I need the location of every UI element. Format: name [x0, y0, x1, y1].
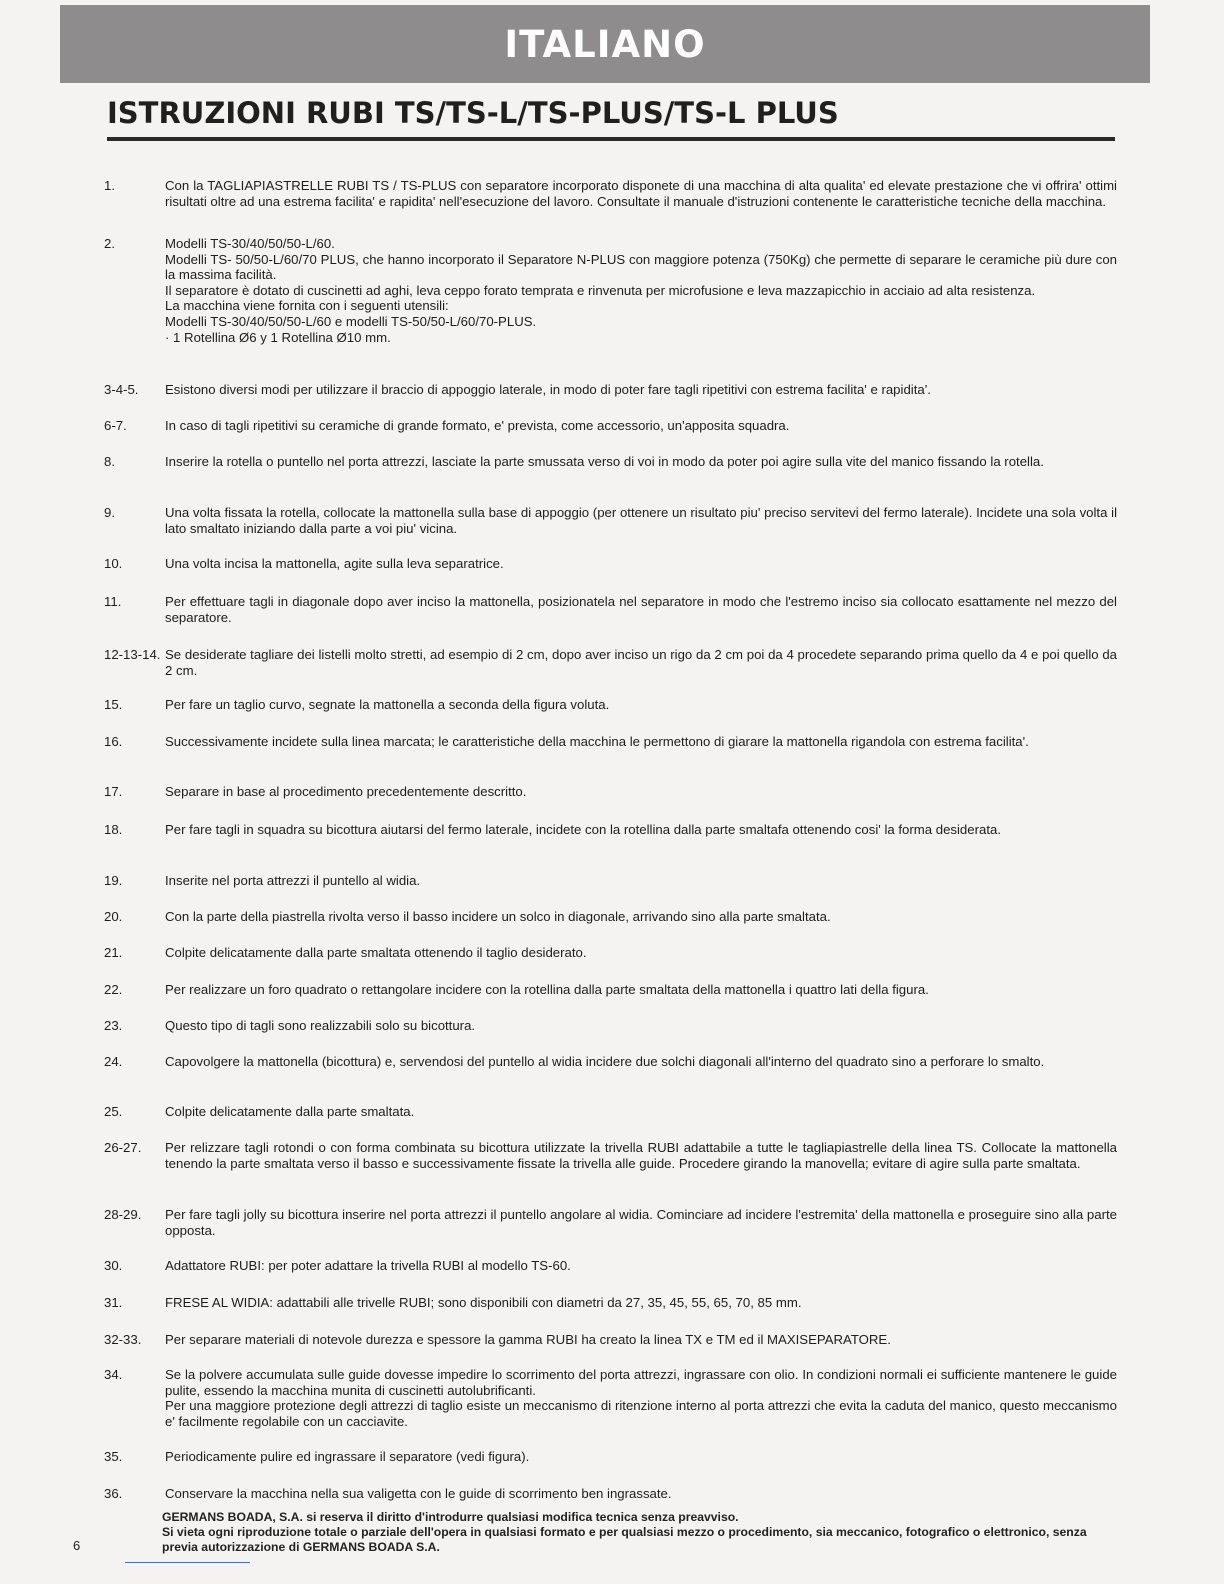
instruction-number: 9. — [104, 505, 115, 520]
instruction-number: 17. — [104, 784, 123, 799]
instruction-number: 16. — [104, 734, 123, 749]
instruction-line: Per una maggiore protezione degli attrezzi di taglio esiste un meccanismo di ritenzione interno al porta attrezzi che evita la caduta del manico, questo meccanismo e' facilmente regolabile con un cacciavite. — [165, 1398, 1117, 1429]
instruction-number: 35. — [104, 1449, 123, 1464]
instruction-line: Una volta fissata la rotella, collocate la mattonella sulla base di appoggio (per ottenere un risultato piu' preciso servitevi del fermo laterale). Incidete una sola volta il lato smaltato iniziando dalla parte a voi piu' vicina. — [165, 505, 1117, 536]
instruction-text — [165, 1449, 1117, 1465]
instruction-line: Con la parte della piastrella rivolta verso il basso incidere un solco in diagonale, arrivando sino alla parte smaltata. — [165, 909, 831, 924]
instruction-text — [165, 734, 1117, 750]
instruction-text — [165, 418, 1117, 434]
instruction-number: 26-27. — [104, 1140, 142, 1155]
instruction-line: Successivamente incidete sulla linea marcata; le caratteristiche della macchina le permettono di giarare la mattonella rigandola con estrema facilita'. — [165, 734, 1029, 749]
instruction-text — [165, 556, 1117, 572]
instruction-line: Colpite delicatamente dalla parte smaltata. — [165, 1104, 415, 1119]
instruction-number: 11. — [104, 594, 122, 609]
instruction-number: 6-7. — [104, 418, 127, 433]
instruction-text — [165, 594, 1117, 625]
language-banner — [60, 5, 1150, 83]
instruction-text — [165, 822, 1117, 838]
instruction-text — [165, 873, 1117, 889]
legal-notice-line: GERMANS BOADA, S.A. si reserva il diritto d'introdurre qualsiasi modifica tecnica senza preavviso. — [162, 1510, 739, 1524]
instruction-text — [165, 505, 1117, 536]
instruction-number: 24. — [104, 1054, 123, 1069]
instruction-number: 25. — [104, 1104, 123, 1119]
instruction-text — [165, 1054, 1117, 1070]
instruction-line: Conservare la macchina nella sua valigetta con le guide di scorrimento ben ingrassate. — [165, 1486, 672, 1501]
instruction-text — [165, 1367, 1117, 1429]
instruction-line: Separare in base al procedimento precedentemente descritto. — [165, 784, 527, 799]
instruction-line: Questo tipo di tagli sono realizzabili solo su bicottura. — [165, 1018, 476, 1033]
title-divider — [107, 137, 1115, 141]
instruction-text — [165, 178, 1117, 209]
instruction-text — [165, 1258, 1117, 1274]
instruction-line: Se la polvere accumulata sulle guide dovesse impedire lo scorrimento del porta attrezzi, ingrassare con olio. In condizioni normali ei sufficiente mantenere le guide pulite, essendo la macchina munita di cuscinetti autolubrificanti. — [165, 1367, 1117, 1398]
instruction-number: 28-29. — [104, 1207, 142, 1222]
instruction-line: Per realizzare un foro quadrato o rettangolare incidere con la rotellina dalla parte smaltata della mattonella i quattro lati della figura. — [165, 982, 929, 997]
instruction-line: Esistono diversi modi per utilizzare il braccio di appoggio laterale, in modo di poter fare tagli ripetitivi con estrema facilita' e rapidita'. — [165, 382, 931, 397]
instruction-line: Colpite delicatamente dalla parte smaltata ottenendo il taglio desiderato. — [165, 945, 587, 960]
footer-rule — [125, 1562, 250, 1563]
instruction-line: · 1 Rotellina Ø6 y 1 Rotellina Ø10 mm. — [165, 329, 391, 345]
page-title: ISTRUZIONI RUBI TS/TS-L/TS-PLUS/TS-L PLUS — [107, 96, 839, 130]
instruction-line: Adattatore RUBI: per poter adattare la trivella RUBI al modello TS-60. — [165, 1258, 571, 1273]
legal-notice-line: Si vieta ogni riproduzione totale o parziale dell'opera in qualsiasi formato e per qualsiasi mezzo o procedimento, sia meccanico, fotografico o elettronico, senza previa autorizzazione di GERMANS BOADA S.A. — [162, 1525, 1087, 1554]
instruction-line: Inserite nel porta attrezzi il puntello al widia. — [165, 873, 421, 888]
instruction-text — [165, 1332, 1117, 1348]
instruction-text — [165, 454, 1117, 470]
instruction-line: Per fare un taglio curvo, segnate la mattonella a seconda della figura voluta. — [165, 697, 610, 712]
instruction-number: 8. — [104, 454, 115, 469]
instruction-number: 22. — [104, 982, 123, 997]
instruction-text — [165, 1140, 1117, 1171]
instruction-line: FRESE AL WIDIA: adattabili alle trivelle RUBI; sono disponibili con diametri da 27, 35, 45, 55, 65, 70, 85 mm. — [165, 1295, 802, 1310]
instruction-text — [165, 382, 1117, 398]
instruction-line: Per fare tagli jolly su bicottura inserire nel porta attrezzi il puntello angolare al widia. Cominciare ad incidere l'estremita' della mattonella e proseguire sino alla parte opposta. — [165, 1207, 1117, 1238]
instruction-text — [165, 1295, 1117, 1311]
instruction-line: In caso di tagli ripetitivi su ceramiche di grande formato, e' prevista, come accessorio, un'apposita squadra. — [165, 418, 790, 433]
instruction-number: 21. — [104, 945, 123, 960]
instruction-number: 31. — [104, 1295, 123, 1310]
instruction-text — [165, 1207, 1117, 1238]
instruction-line: La macchina viene fornita con i seguenti utensili: — [165, 298, 449, 314]
instruction-number: 19. — [104, 873, 123, 888]
instruction-number: 2. — [104, 236, 115, 251]
instruction-number: 32-33. — [104, 1332, 142, 1347]
instruction-number: 12-13-14. — [104, 647, 161, 662]
instruction-line: Capovolgere la mattonella (bicottura) e, servendosi del puntello al widia incidere due solchi diagonali all'interno del quadrato sino a perforare lo smalto. — [165, 1054, 1045, 1069]
instruction-line: Modelli TS-30/40/50/50-L/60. — [165, 236, 335, 251]
instruction-text — [165, 1018, 1117, 1034]
instruction-number: 34. — [104, 1367, 123, 1382]
instruction-number: 1. — [104, 178, 115, 193]
instruction-number: 30. — [104, 1258, 123, 1273]
instruction-text — [165, 1104, 1117, 1120]
instruction-line: Con la TAGLIAPIASTRELLE RUBI TS / TS-PLUS con separatore incorporato disponete di una macchina di alta qualita' ed elevate prestazione che vi offrira' ottimi risultati oltre ad una estrema facilita' e rapidita' nell'esecuzione del lavoro. Consultate il manuale d'istruzioni contenente le caratteristiche tecniche della macchina. — [165, 178, 1117, 209]
instruction-line: Per effettuare tagli in diagonale dopo aver inciso la mattonella, posizionatela nel separatore in modo che l'estremo inciso sia collocato esattamente nel mezzo del separatore. — [165, 594, 1117, 625]
instruction-number: 36. — [104, 1486, 123, 1501]
instruction-number: 10. — [104, 556, 123, 571]
instruction-line: Il separatore è dotato di cuscinetti ad aghi, leva ceppo forato temprata e rinvenuta per microfusione e leva mazzapicchio in acciaio ad alta resistenza. — [165, 282, 1036, 298]
page-number: 6 — [73, 1538, 81, 1553]
instruction-text — [165, 697, 1117, 713]
instruction-text — [165, 236, 1117, 345]
instruction-line: Modelli TS-30/40/50/50-L/60 e modelli TS-50/50-L/60/70-PLUS. — [165, 313, 537, 329]
instruction-text — [165, 945, 1117, 961]
instruction-number: 15. — [104, 697, 123, 712]
language-title: ITALIANO — [504, 23, 706, 66]
instruction-line: Per fare tagli in squadra su bicottura aiutarsi del fermo laterale, incidete con la rotellina dalla parte smaltafa ottenendo cosi' la forma desiderata. — [165, 822, 1001, 837]
instruction-number: 20. — [104, 909, 123, 924]
instruction-line: Per relizzare tagli rotondi o con forma combinata su bicottura utilizzate la trivella RUBI adattabile a tutte le tagliapiastrelle della linea TS. Collocate la mattonella tenendo la parte smaltata verso il basso e successivamente fissate la trivella alle guide. Procedere girando la manovella; evitare di agire sulla parte smaltata. — [165, 1140, 1117, 1171]
instruction-line: Modelli TS- 50/50-L/60/70 PLUS, che hanno incorporato il Separatore N-PLUS con maggiore potenza (750Kg) che permette di separare le ceramiche più dure con la massima facilità. — [165, 251, 1117, 283]
instruction-text — [165, 982, 1117, 998]
instruction-line: Una volta incisa la mattonella, agite sulla leva separatrice. — [165, 556, 504, 571]
instruction-text — [165, 647, 1117, 678]
instruction-line: Se desiderate tagliare dei listelli molto stretti, ad esempio di 2 cm, dopo aver inciso un rigo da 2 cm poi da 4 procedete separando prima quello da 4 e poi quello da 2 cm. — [165, 647, 1117, 678]
instruction-text — [165, 784, 1117, 800]
legal-notice — [162, 1510, 1122, 1555]
instruction-number: 18. — [104, 822, 123, 837]
instruction-line: Periodicamente pulire ed ingrassare il separatore (vedi figura). — [165, 1449, 530, 1464]
instruction-line: Inserire la rotella o puntello nel porta attrezzi, lasciate la parte smussata verso di voi in modo da poter poi agire sulla vite del manico fissando la rotella. — [165, 454, 1044, 469]
instruction-line: Per separare materiali di notevole durezza e spessore la gamma RUBI ha creato la linea TX e TM ed il MAXISEPARATORE. — [165, 1332, 891, 1347]
instruction-number: 3-4-5. — [104, 382, 139, 397]
instruction-text — [165, 909, 1117, 925]
instruction-number: 23. — [104, 1018, 123, 1033]
instruction-text — [165, 1486, 1117, 1502]
